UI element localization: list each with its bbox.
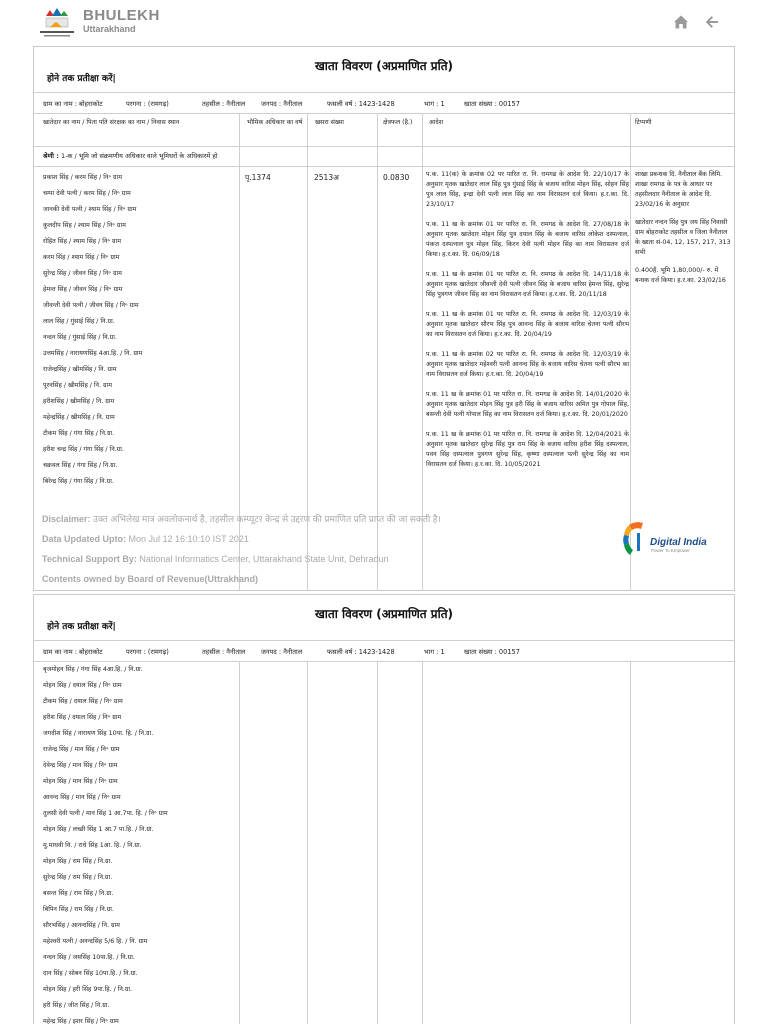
wait-text: होने तक प्रतीक्षा करें| <box>47 622 116 632</box>
col-right-year: भौमिक अधिकार का वर्ष <box>247 119 303 126</box>
owner-row: सौरभसिंह / आनन्दसिंह / नि. ग्राम <box>43 922 120 929</box>
order-list <box>426 170 629 480</box>
support-text: National Informatics Center, Uttarakhand State Unit, Dehradun <box>139 554 389 564</box>
meta-village: ग्राम का नाम : बोहराकोट <box>43 648 103 656</box>
digital-india-title: Digital India <box>650 537 707 548</box>
meta-district: जनपद : नैनीताल <box>261 648 303 656</box>
owner-list <box>43 170 238 490</box>
contents-owned <box>42 569 602 589</box>
owner-row: कुलदीप सिंह / श्याम सिंह / नि॰ ग्राम <box>43 222 126 229</box>
owner-row: लाल सिंह / गुंसाई सिंह / नि.ग्रा. <box>43 318 115 325</box>
owner-row: महेन्द्रसिंह / खीमसिंह / नि. ग्राम <box>43 414 115 421</box>
shreni-label: श्रेणी : <box>43 152 59 160</box>
technical-support <box>42 549 602 569</box>
owner-row: देवेन्द्र सिंह / मान सिंह / नि॰ ग्राम <box>43 762 118 769</box>
owner-row: हरीशसिंह / खीमसिंह / नि. ग्राम <box>43 398 115 405</box>
owner-row: हरीश सिंह / दयाल सिंह / नि॰ ग्राम <box>43 714 122 721</box>
owner-row: टीकम सिंह / गंगा सिंह / नि.ग्रा. <box>43 430 115 437</box>
uttarakhand-emblem-icon <box>36 4 76 40</box>
order-entry: प.क. 11 ख के क्रमांक 01 पर पारित रा. नि. रामगढ के आदेश दि. 14/11/18 के अनुसार मृतक खातेदार जीवन्ती देवी पत्नी जीवन सिंह के बजाय वारिस हेमन्त सिंह, सुरेन्द्र सिंह पुत्रगण जीवन सिंह का नाम विरासतन दर्ज किया। ह.र.का. दि. 20/11/18 <box>426 271 629 298</box>
meta-bhag: भाग : 1 <box>424 100 445 108</box>
owner-row: तुलसी देवी पत्नी / मान सिंह 1 आ.7पा. हि. / नि॰ ग्राम <box>43 810 168 817</box>
shreni-row <box>43 151 218 160</box>
report-title: खाता विवरण (अप्रमाणित प्रति) <box>314 59 454 73</box>
owner-row: बृजमोहन सिंह / गंगा सिंह 4आ.हि. / नि.ग्रा. <box>43 666 143 673</box>
remark-entry: खातेदार नन्दन सिंह पुत्र जय सिंह निवासी ग्राम बोहराकोट तहसील व जिला नैनीताल के खाता सं-04, 12, 157, 217, 313 सभी <box>635 219 731 256</box>
meta-pargana: परगना : (रामगढ़) <box>126 100 169 108</box>
brand-subtitle: Uttarakhand <box>83 24 136 34</box>
owner-row: जगदीश सिंह / नारायण सिंह 10पा. हि. / नि.ग्रा. <box>43 730 154 737</box>
col-owner: खातेदार का नाम / पिता पति संरक्षक का नाम / निवास स्थान <box>43 119 180 126</box>
order-entry: प.क. 11(क) के क्रमांक 02 पर पारित रा. नि. रामगढ के आदेश दि. 22/10/17 के अनुसार मृतक खातेदार लाल सिंह पुत्र गुंसाई सिंह के बजाय वारिस मोहन सिंह, सोहन सिंह पुत्र लाल सिंह, इन्द्रा देवी पत्नी लाल सिंह का नाम विरासतन दर्ज किया। ह.र.का. दि. 23/10/17 <box>426 171 629 208</box>
owner-row: प्रकाश सिंह / करम सिंह / नि॰ ग्राम <box>43 174 122 181</box>
disclaimer <box>42 509 602 529</box>
owner-row: करम सिंह / श्याम सिंह / नि॰ ग्राम <box>43 254 120 261</box>
owner-row: रोहित सिंह / श्याम सिंह / नि॰ ग्राम <box>43 238 121 245</box>
right-year-value: पृ.1374 <box>245 173 271 182</box>
order-entry: प.क. 11 ख के क्रमांक 01 पर पारित रा. नि. रामगढ के आदेश दि. 27/08/18 के अनुसार मृतक खातेदार मोहन सिंह पुत्र दयाल सिंह के बजाय वारिस लोकेश दस्पत्नाल, पंकज दस्पत्नाल पुत्र मोहन सिंह, किरन देवी पत्नी मोहन सिंह का नाम विरासतन दर्ज किया। ह.र.का. दि. 06/09/18 <box>426 221 629 258</box>
order-entry: प.क. 11 ख के क्रमांक 02 पर पारित रा. नि. रामगढ के आदेश दि. 12/03/19 के अनुसार मृतक खातेदार महेश्वरी पत्नी आनन्द सिंह के बजाय वारिस चेतना पत्नी सौरभ का नाम विरासतन दर्ज किया। ह.र.का. दि. 20/04/19 <box>426 351 629 378</box>
order-entry: प.क. 11 ख के क्रमांक 01 पर पारित रा. नि. रामगढ के आदेश दि. 12/03/19 के अनुसार मृतक खातेदार सौरभ सिंह पुत्र आनन्द सिंह के बजाय वारिस चेतना पत्नी सौरभ का नाम विरासतन दर्ज किया। ह.र.का. दि. 20/04/19 <box>426 311 629 338</box>
owner-row: महेन्द्र सिंह / इशर सिंह / नि॰ ग्राम <box>43 1018 119 1024</box>
owner-row: मोहन सिंह / हरी सिंह 9पा.हि. / नि.ग्रा. <box>43 986 133 993</box>
updated-text: Mon Jul 12 16:10:10 IST 2021 <box>128 534 249 544</box>
order-entry: प.क. 11 ख के क्रमांक 01 पर पारित रा. नि. रामगढ के आदेश दि. 14/01/2020 के अनुसार मृतक खातेदार मोहन सिंह पुत्र हरी सिंह के बजाय वारिस अमित पुत्र गोपाल सिंह, बसन्ती देवी पत्नी गोपाल सिंह का नाम विरासतन दर्ज किया। ह.र.का. दि. 20/01/2020 <box>426 391 629 418</box>
owner-row: जीवन्ती देवी पत्नी / जीवन सिंह / नि॰ ग्राम <box>43 302 139 309</box>
brand-title: BHULEKH <box>83 7 160 24</box>
owner-row: मोहन सिंह / राम सिंह / नि.ग्रा. <box>43 858 113 865</box>
owner-row: बिरेन्द्र सिंह / गंगा सिंह / नि.ग्रा. <box>43 478 114 485</box>
col-area: क्षेत्रफल (है.) <box>383 119 413 126</box>
digital-india-logo-icon[interactable] <box>617 517 727 563</box>
owner-row: राजेन्द्र सिंह / मान सिंह / नि॰ ग्राम <box>43 746 120 753</box>
remark-entry: 0.400है. भूमि 1,80,000/- रु. में बन्धक दर्ज किया। ह.र.का. 23/02/16 <box>635 267 726 284</box>
owner-row: पूरनसिंह / खीमसिंह / नि. ग्राम <box>43 382 112 389</box>
owner-row: मोहन सिंह / दयाल सिंह / नि॰ ग्राम <box>43 682 122 689</box>
arrow-left-icon[interactable] <box>702 12 722 32</box>
meta-pargana: परगना : (रामगढ़) <box>126 648 169 656</box>
owner-row: जानकी देवी पत्नी / श्याम सिंह / नि॰ ग्राम <box>43 206 137 213</box>
support-label: Technical Support By: <box>42 554 137 564</box>
owner-row: टीकम सिंह / दयाल सिंह / नि॰ ग्राम <box>43 698 123 705</box>
meta-tehsil: तहसील : नैनीताल <box>202 648 246 656</box>
khata-report-page-2 <box>33 594 735 1024</box>
meta-village: ग्राम का नाम : बोहराकोट <box>43 100 103 108</box>
col-remark: टिप्पणी <box>635 119 652 126</box>
area-value: 0.0830 <box>383 173 410 182</box>
owner-row: दान सिंह / सोबन सिंह 10पा.हि. / नि.ग्रा. <box>43 970 138 977</box>
updated-label: Data Updated Upto: <box>42 534 126 544</box>
owner-row: सुरेन्द्र सिंह / जीवन सिंह / नि॰ ग्राम <box>43 270 122 277</box>
owner-row: हेमन्त सिंह / जीवन सिंह / नि॰ ग्राम <box>43 286 123 293</box>
meta-tehsil: तहसील : नैनीताल <box>202 100 246 108</box>
shreni-text: 1-क / भूमि जो संक्रमणीय अधिकार वाले भूमिधरों के अधिकारमें हो <box>60 152 218 160</box>
meta-khata: खाता संख्या : 00157 <box>464 648 520 656</box>
owner-row: हरी सिंह / जीत सिंह / नि.ग्रा. <box>43 1002 110 1009</box>
data-updated <box>42 529 602 549</box>
top-header <box>0 0 768 44</box>
disclaimer-text: उक्त अभिलेख मात्र अवलोकनार्थ है, तहसील कम्प्यूटर केन्द्र से उद्दरण की प्रमाणित प्रति प्राप्त की जा सकती है। <box>93 514 441 524</box>
owner-row: चम्पा देवी पत्नी / करम सिंह / नि॰ ग्राम <box>43 190 131 197</box>
owner-row: नन्दन सिंह / गुंसाई सिंह / नि.ग्रा. <box>43 334 117 341</box>
owner-row: मु.माधवी वि. / राधे सिंह 1आ. हि. / नि.ग्रा. <box>43 842 142 849</box>
meta-khata: खाता संख्या : 00157 <box>464 100 520 108</box>
meta-fasli: फसली वर्ष : 1423-1428 <box>327 100 395 108</box>
khasra-value: 2513अ <box>314 173 339 182</box>
owner-row: बसन्त सिंह / राम सिंह / नि.ग्रा. <box>43 890 114 897</box>
col-khasra: खसरा संख्या <box>315 119 344 126</box>
disclaimer-label: Disclaimer: <box>42 514 91 524</box>
page-footer <box>42 509 602 589</box>
owner-row: सुरेन्द्र सिंह / राम सिंह / नि.ग्रा. <box>43 874 113 881</box>
meta-bhag: भाग : 1 <box>424 648 445 656</box>
owner-row: हरीश चन्द्र सिंह / गंगा सिंह / नि.ग्रा. <box>43 446 124 453</box>
owner-row: मोहन सिंह / लच्छी सिंह 1 आ.7 पा.हि. / नि.ग्रा. <box>43 826 154 833</box>
meta-district: जनपद : नैनीताल <box>261 100 303 108</box>
owner-list <box>43 662 238 1024</box>
remark-entry: शाखा प्रबन्धक दि. नैनीताल बैंक लिमि. शाखा रामगढ के पत्र के आधार पर तहसीलदार नैनीताल के आदेश दि. 23/02/16 के अनुसार <box>635 171 723 208</box>
digital-india-tagline: Power To Empower <box>651 548 690 553</box>
col-order: आदेश <box>429 119 444 126</box>
owner-row: मोहन सिंह / मान सिंह / नि॰ ग्राम <box>43 778 118 785</box>
report-title: खाता विवरण (अप्रमाणित प्रति) <box>314 607 454 621</box>
meta-fasli: फसली वर्ष : 1423-1428 <box>327 648 395 656</box>
wait-text: होने तक प्रतीक्षा करें| <box>47 74 116 84</box>
owner-row: चक्रवल सिंह / गंगा सिंह / नि.ग्रा. <box>43 462 118 469</box>
remark-list <box>635 170 731 294</box>
order-entry: प.क. 11 ख के क्रमांक 01 पर पारित रा. नि. रामगढ के आदेश दि. 12/04/2021 के अनुसार मृतक खातेदार सुरेन्द्र सिंह पुत्र राम सिंह के बजाय वारिस हरीश सिंह दस्पत्नाल, पवन सिंह दस्पत्नाल पुत्रगण सुरेन्द्र सिंह, कृष्णा दस्पत्नाल पत्नी सुरेन्द्र सिंह का नाम विरासतन दर्ज किया। ह.र.का. दि. 10/05/2021 <box>426 431 629 468</box>
owned-text: Contents owned by Board of Revenue(Uttrakhand) <box>42 574 259 584</box>
home-icon[interactable] <box>671 12 691 32</box>
owner-row: बिपिन सिंह / राम सिंह / नि.ग्रा. <box>43 906 114 913</box>
owner-row: उत्तमसिंह / नारायणसिंह 4आ.हि. / नि. ग्राम <box>43 350 143 357</box>
owner-row: नन्दन सिंह / जयसिंह 10पा.हि. / नि.ग्रा. <box>43 954 135 961</box>
owner-row: राजेन्द्रसिंह / खीमसिंह / नि. ग्राम <box>43 366 117 373</box>
owner-row: आनन्द सिंह / मान सिंह / नि॰ ग्राम <box>43 794 121 801</box>
brand <box>83 8 160 35</box>
owner-row: महेश्वरी पत्नी / अनन्दसिंह 5/6 हि. / नि. ग्राम <box>43 938 148 945</box>
